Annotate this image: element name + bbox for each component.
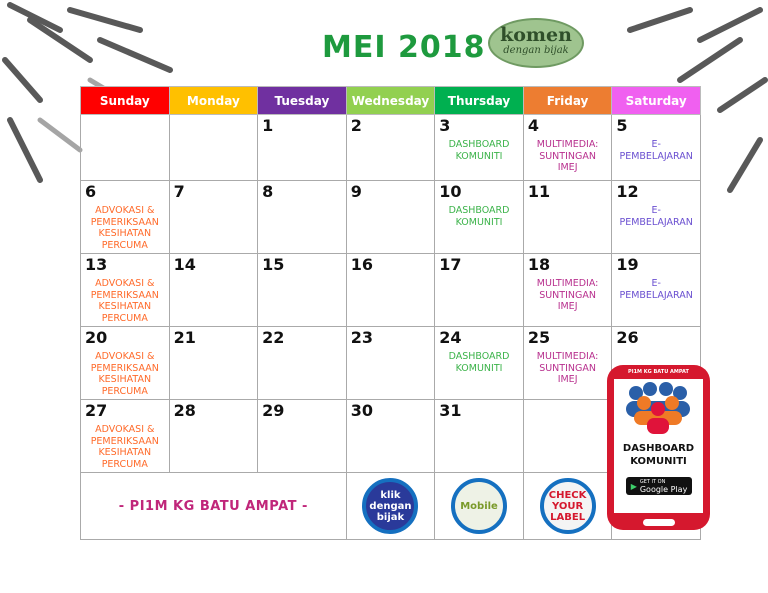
day-header-thursday: Thursday <box>435 87 524 115</box>
day-number: 27 <box>85 401 108 420</box>
phone-title-line1: DASHBOARD <box>622 443 695 454</box>
day-cell[interactable] <box>523 254 612 327</box>
dashboard-komuniti-phone: PI1M KG BATU AMPAT DASHBOARD KOMUNITI ▶ GET IT ON Google Play <box>607 365 710 530</box>
event-label: E-PEMBELAJARAN <box>619 278 693 301</box>
day-cell[interactable] <box>81 400 170 473</box>
day-cell[interactable] <box>346 254 435 327</box>
day-number: 25 <box>527 328 551 347</box>
day-cell[interactable] <box>346 115 435 181</box>
day-cell[interactable] <box>81 181 170 254</box>
day-cell[interactable] <box>612 115 701 181</box>
day-cell[interactable] <box>258 400 347 473</box>
day-number: 1 <box>262 116 274 135</box>
play-icon: ▶ <box>630 481 637 491</box>
day-number: 11 <box>527 182 551 201</box>
day-header-sunday: Sunday <box>81 87 170 115</box>
week-row <box>81 115 701 181</box>
day-header-friday: Friday <box>523 87 612 115</box>
day-cell[interactable] <box>169 115 258 181</box>
day-number: 4 <box>527 116 539 135</box>
event-label: ADVOKASI & PEMERIKSAAN KESIHATAN PERCUMA <box>90 351 159 397</box>
day-number: 26 <box>616 328 639 347</box>
day-cell[interactable] <box>435 254 524 327</box>
day-number: 20 <box>85 328 108 347</box>
day-number: 19 <box>616 255 639 274</box>
komen-dengan-bijak-logo: komen dengan bijak <box>488 18 584 68</box>
event-label: ADVOKASI & PEMERIKSAAN KESIHATAN PERCUMA <box>90 424 159 470</box>
event-label: MULTIMEDIA: SUNTINGAN IMEJ <box>536 139 599 173</box>
footer-logo-cell <box>435 473 524 540</box>
day-cell[interactable] <box>523 400 612 473</box>
day-number: 17 <box>439 255 462 274</box>
day-cell[interactable] <box>612 254 701 327</box>
month-title: MEI 2018 <box>322 30 486 65</box>
day-cell[interactable] <box>435 400 524 473</box>
day-cell[interactable] <box>346 400 435 473</box>
day-number: 18 <box>527 255 551 274</box>
day-number: 23 <box>350 328 373 347</box>
event-label: DASHBOARD KOMUNITI <box>448 351 510 374</box>
day-number: 3 <box>439 116 451 135</box>
event-label: ADVOKASI & PEMERIKSAAN KESIHATAN PERCUMA <box>90 205 159 251</box>
day-cell[interactable] <box>169 400 258 473</box>
home-button <box>643 519 675 526</box>
day-number: 6 <box>85 182 97 201</box>
week-row <box>81 181 701 254</box>
footer-logo-cell <box>523 473 612 540</box>
day-cell[interactable] <box>612 181 701 254</box>
day-cell[interactable] <box>346 327 435 400</box>
day-number: 22 <box>262 328 285 347</box>
day-cell[interactable] <box>523 115 612 181</box>
google-play-badge[interactable]: ▶ GET IT ON Google Play <box>626 477 692 495</box>
day-cell[interactable] <box>258 115 347 181</box>
event-label: E-PEMBELAJARAN <box>619 205 693 228</box>
day-cell[interactable] <box>81 254 170 327</box>
day-number: 13 <box>85 255 108 274</box>
day-header-tuesday: Tuesday <box>258 87 347 115</box>
day-number: 5 <box>616 116 628 135</box>
day-cell[interactable] <box>258 254 347 327</box>
day-number: 16 <box>350 255 373 274</box>
day-number: 9 <box>350 182 362 201</box>
day-cell[interactable] <box>81 327 170 400</box>
week-row <box>81 254 701 327</box>
day-cell[interactable] <box>435 327 524 400</box>
event-label: ADVOKASI & PEMERIKSAAN KESIHATAN PERCUMA <box>90 278 159 324</box>
day-header-wednesday: Wednesday <box>346 87 435 115</box>
program-logo: klik dengan bijak <box>362 478 418 534</box>
day-number: 10 <box>439 182 462 201</box>
day-cell[interactable] <box>169 181 258 254</box>
event-label: DASHBOARD KOMUNITI <box>448 205 510 228</box>
day-number: 29 <box>262 401 285 420</box>
day-number: 2 <box>350 116 362 135</box>
event-label: MULTIMEDIA: SUNTINGAN IMEJ <box>536 278 599 312</box>
day-cell[interactable] <box>258 181 347 254</box>
day-cell[interactable] <box>346 181 435 254</box>
event-label: E-PEMBELAJARAN <box>619 139 693 162</box>
program-logo: CHECK YOUR LABEL <box>540 478 596 534</box>
day-cell[interactable] <box>523 327 612 400</box>
day-number: 21 <box>173 328 196 347</box>
day-header-monday: Monday <box>169 87 258 115</box>
event-label: MULTIMEDIA: SUNTINGAN IMEJ <box>536 351 599 385</box>
day-cell[interactable] <box>258 327 347 400</box>
day-number: 7 <box>173 182 185 201</box>
community-people-icon <box>614 379 703 439</box>
day-cell[interactable] <box>523 181 612 254</box>
day-number: 14 <box>173 255 196 274</box>
day-number: 8 <box>262 182 274 201</box>
phone-title-line2: KOMUNITI <box>630 456 687 467</box>
day-number: 31 <box>439 401 462 420</box>
day-number: 24 <box>439 328 462 347</box>
day-cell[interactable] <box>435 115 524 181</box>
day-cell[interactable] <box>169 327 258 400</box>
footer-text: - PI1M KG BATU AMPAT - <box>81 473 347 540</box>
day-cell[interactable] <box>435 181 524 254</box>
day-number: 15 <box>262 255 285 274</box>
day-number: 30 <box>350 401 373 420</box>
event-label: DASHBOARD KOMUNITI <box>448 139 510 162</box>
day-header-saturday: Saturday <box>612 87 701 115</box>
day-number: 12 <box>616 182 639 201</box>
footer-logo-cell <box>346 473 435 540</box>
day-cell[interactable] <box>81 115 170 181</box>
program-logo: Mobile <box>451 478 507 534</box>
day-number: 28 <box>173 401 196 420</box>
day-cell[interactable] <box>169 254 258 327</box>
